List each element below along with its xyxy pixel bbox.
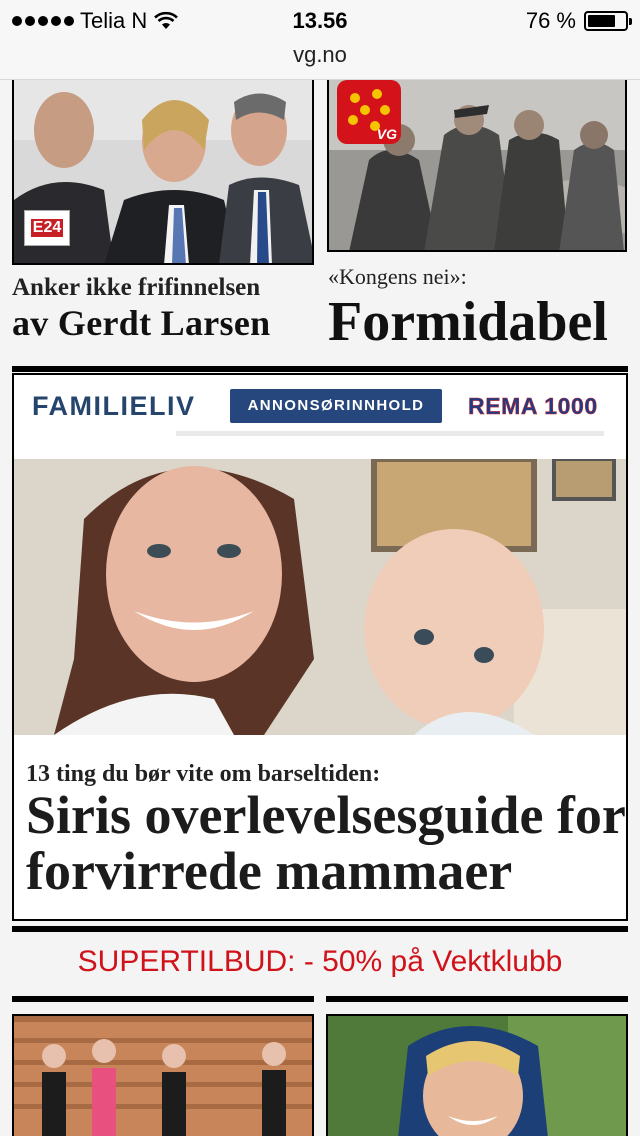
- familieliv-logo: FAMILIELIV: [32, 391, 196, 421]
- sponsored-photo[interactable]: [14, 459, 626, 735]
- section-divider: [12, 366, 628, 372]
- browser-top-bar: [0, 0, 640, 80]
- status-bar: [0, 0, 640, 40]
- story-card-bottom-right[interactable]: [326, 996, 628, 1136]
- battery-percent: 76 %: [525, 8, 576, 33]
- e24-logo-text: E24: [32, 219, 62, 236]
- advertiser-content-badge: ANNONSØRINNHOLD: [230, 389, 442, 423]
- promo-link[interactable]: SUPERTILBUD: - 50% på Vektklubb: [77, 945, 563, 978]
- story-left-headline[interactable]: av Gerdt Larsen: [12, 303, 271, 343]
- sponsored-kicker[interactable]: 13 ting du bør vite om barseltiden:: [26, 761, 381, 787]
- story-right-kicker[interactable]: «Kongens nei»:: [328, 264, 467, 289]
- section-divider: [12, 926, 628, 932]
- vg-logo-text: VG: [376, 126, 397, 142]
- card-top-bar: [12, 996, 314, 1002]
- vg-dice-logo: [337, 80, 401, 144]
- sponsored-story-card[interactable]: [12, 373, 628, 921]
- clock: 13.56: [292, 8, 348, 33]
- story-left-kicker[interactable]: Anker ikke frifinnelsen: [12, 274, 261, 301]
- sponsored-headline[interactable]: Siris overlevelsesguide for forvirrede mammaer: [26, 785, 625, 901]
- battery-icon: [584, 11, 628, 31]
- story-right-headline[interactable]: Formidabel: [328, 291, 608, 353]
- battery-fill: [588, 15, 615, 27]
- story-right-photo[interactable]: [327, 80, 627, 252]
- rema-1000-logo: REMA 1000: [468, 393, 598, 419]
- status-right: [526, 8, 628, 34]
- card-top-bar: [326, 996, 628, 1002]
- carrier-label: Telia N: [80, 8, 148, 33]
- sponsored-header: [14, 375, 626, 433]
- e24-logo: [24, 210, 70, 246]
- bottom-right-photo[interactable]: [326, 1014, 628, 1136]
- url-bar[interactable]: vg.no: [293, 42, 347, 67]
- header-divider: [176, 431, 604, 436]
- story-left-photo[interactable]: [12, 80, 314, 265]
- bottom-left-photo[interactable]: [12, 1014, 314, 1136]
- story-card-left[interactable]: [0, 80, 320, 360]
- story-card-right[interactable]: [320, 80, 640, 360]
- story-card-bottom-left[interactable]: [12, 996, 314, 1136]
